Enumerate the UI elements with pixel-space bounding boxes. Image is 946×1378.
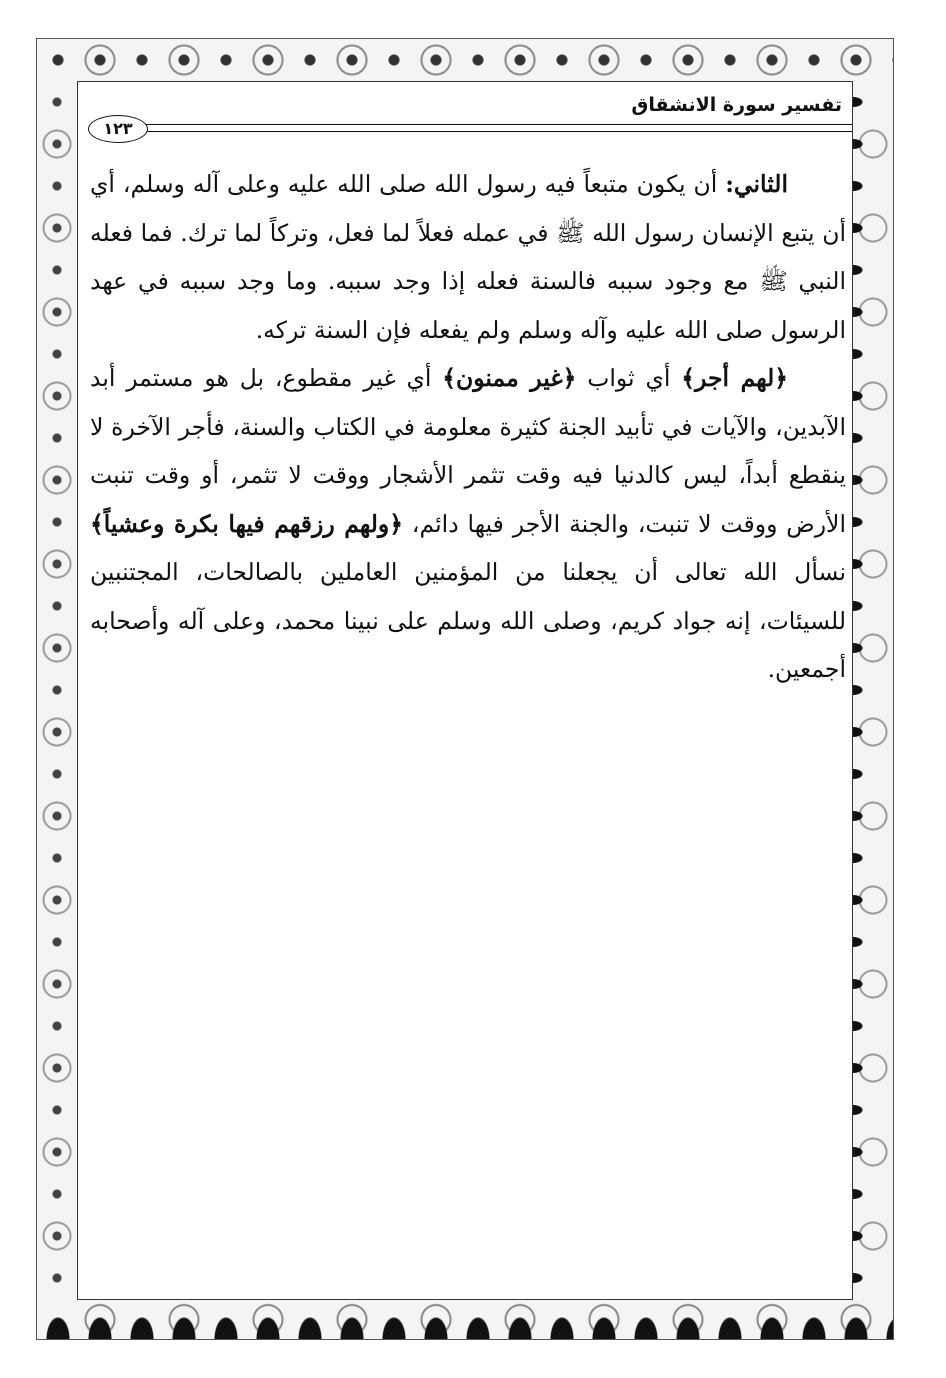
running-header-title: تفسير سورة الانشقاق [631, 94, 842, 116]
quran-quote: ﴿غير ممنون﴾ [442, 364, 577, 392]
ornamental-border-top [37, 39, 893, 81]
paragraph-text: أن يكون متبعاً فيه رسول الله صلى الله عليه وعلى آله وسلم، أي أن يتبع الإنسان رسول الله ﷺ في عمله فعلاً لما فعل، وتركاً لما ترك. فما فعله النبي ﷺ مع وجود سببه فالسنة فعله إذا وجد سببه. وما وجد سببه في عهد الرسول صلى الله عليه وآله وسلم ولم يفعله فإن السنة تركه. [90, 170, 846, 344]
paragraph-text: نسأل الله تعالى أن يجعلنا من المؤمنين العاملين بالصالحات، المجتنبين للسيئات، إنه جواد كريم، وصلى الله وسلم على نبينا محمد، وعلى آله وأصحابه أجمعين. [90, 558, 846, 683]
paragraph-lead: الثاني: [725, 170, 788, 198]
header-rule-top [140, 124, 852, 125]
paragraph-text: أي غير مقطوع، بل هو مستمر أبد الآبدين، والآيات في تأبيد الجنة كثيرة معلومة في الكتاب والسنة، فأجر الآخرة لا ينقطع أبداً، ليس كالدنيا فيه وقت تثمر الأشجار ووقت لا تثمر، أو وقت تنبت الأرض ووقت لا تنبت، والجنة الأجر فيها دائم، [90, 364, 846, 538]
ornamental-border-bottom [37, 1300, 893, 1339]
page-number-badge: ١٢٣ [88, 115, 148, 143]
ornamental-border-left [37, 81, 77, 1300]
quran-quote: ﴿ولهم رزقهم فيها بكرة وعشياً﴾ [90, 509, 404, 538]
ornamental-border-right [853, 81, 893, 1300]
page-content [90, 160, 846, 694]
header-rule-bottom [140, 131, 852, 132]
quran-quote: ﴿لهم أجر﴾ [681, 364, 788, 392]
paragraph-text: أي ثواب [576, 364, 682, 392]
paragraph-2 [90, 354, 846, 694]
paragraph-1 [90, 160, 846, 354]
